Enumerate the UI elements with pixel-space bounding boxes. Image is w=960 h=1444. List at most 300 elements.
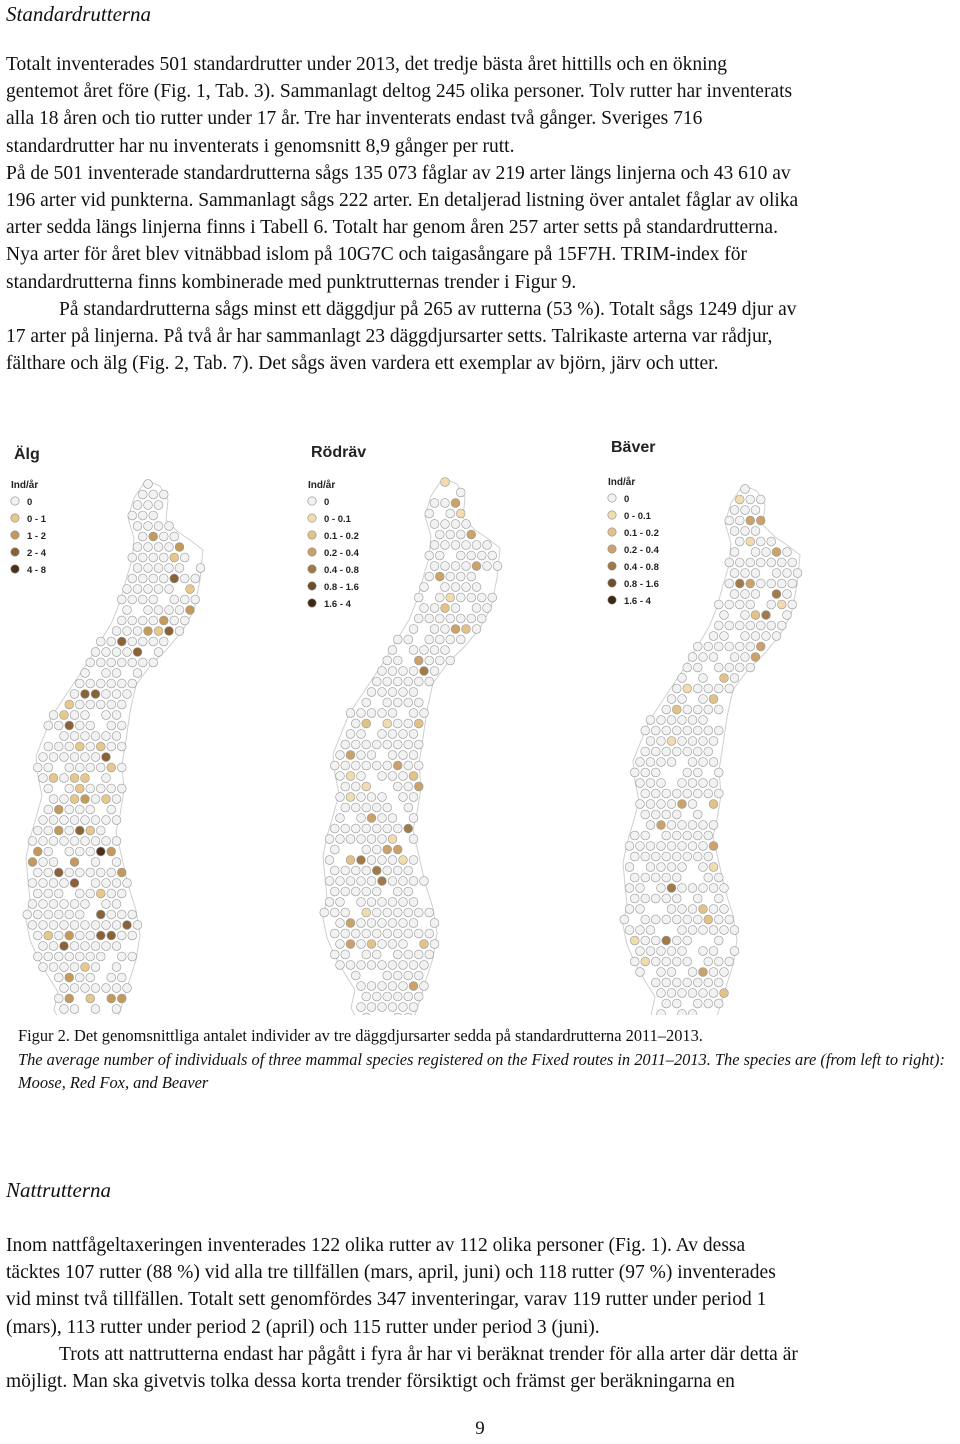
route-dot (75, 805, 84, 814)
route-dot (54, 931, 63, 940)
route-dot (112, 627, 121, 636)
route-dot (741, 632, 750, 641)
route-dot (451, 562, 460, 571)
route-dot (86, 700, 95, 709)
route-dot (714, 915, 723, 924)
text-line: 196 arter vid punkterna. Sammanlagt sågs 222 arter. En detaljerad listning över antalet fåglar av olika (6, 190, 799, 212)
route-dot (112, 1005, 121, 1014)
route-dot (488, 551, 497, 560)
route-dot (65, 973, 74, 982)
route-dot (388, 730, 397, 739)
route-dot (351, 803, 360, 812)
route-dot (65, 826, 74, 835)
route-dot (693, 999, 702, 1008)
route-dot (662, 915, 671, 924)
route-dot (435, 572, 444, 581)
legend-label: 0.1 - 0.2 (624, 528, 659, 539)
route-dot (625, 842, 634, 851)
route-dot (170, 553, 179, 562)
route-dot (107, 805, 116, 814)
route-dot (651, 768, 660, 777)
legend-label: 0.8 - 1.6 (324, 582, 359, 593)
route-dot (420, 961, 429, 970)
route-dot (44, 763, 53, 772)
route-dot (86, 952, 95, 961)
route-dot (107, 973, 116, 982)
route-dot (65, 910, 74, 919)
route-dot (39, 858, 48, 867)
route-dot (378, 982, 387, 991)
route-dot (81, 690, 90, 699)
route-dot (688, 926, 697, 935)
route-dot (688, 758, 697, 767)
route-dot (154, 501, 163, 510)
route-dot (112, 732, 121, 741)
route-dot (688, 905, 697, 914)
route-dot (472, 604, 481, 613)
route-dot (456, 551, 465, 560)
route-dot (75, 826, 84, 835)
route-dot (144, 606, 153, 615)
route-dot (372, 824, 381, 833)
route-dot (128, 595, 137, 604)
route-dot (683, 936, 692, 945)
route-dot (409, 856, 418, 865)
mammal-maps-figure (0, 430, 960, 1015)
route-dot (409, 667, 418, 676)
route-dot (699, 968, 708, 977)
route-dot (378, 667, 387, 676)
route-dot (367, 898, 376, 907)
route-dot (651, 747, 660, 756)
route-dot (720, 884, 729, 893)
route-dot (39, 879, 48, 888)
route-dot (154, 522, 163, 531)
route-dot (75, 700, 84, 709)
route-dot (180, 616, 189, 625)
route-dot (33, 826, 42, 835)
route-dot (65, 868, 74, 877)
route-dot (133, 501, 142, 510)
route-dot (336, 961, 345, 970)
route-dot (746, 558, 755, 567)
route-dot (86, 868, 95, 877)
route-dot (409, 982, 418, 991)
route-dot (751, 506, 760, 515)
route-dot (117, 742, 126, 751)
route-dot (688, 653, 697, 662)
route-dot (678, 926, 687, 935)
route-dot (704, 873, 713, 882)
route-dot (435, 614, 444, 623)
route-dot (425, 677, 434, 686)
route-dot (409, 877, 418, 886)
route-dot (735, 558, 744, 567)
route-dot (404, 740, 413, 749)
route-dot (477, 593, 486, 602)
legend-swatch (308, 514, 316, 522)
route-dot (425, 572, 434, 581)
route-dot (175, 564, 184, 573)
route-dot (28, 858, 37, 867)
route-dot (383, 761, 392, 770)
route-dot (441, 646, 450, 655)
route-dot (714, 768, 723, 777)
route-dot (756, 642, 765, 651)
route-dot (409, 625, 418, 634)
route-dot (144, 480, 153, 489)
route-dot (362, 803, 371, 812)
route-dot (138, 637, 147, 646)
route-dot (651, 936, 660, 945)
caption-english: The average number of individuals of three mammal species registered on the Fixed routes in 2011–2013. The species are (from left to right): Moose, Red Fox, and Beaver (18, 1049, 945, 1092)
route-dot (154, 585, 163, 594)
route-dot (165, 543, 174, 552)
route-dot (388, 856, 397, 865)
route-dot (667, 758, 676, 767)
route-dot (646, 779, 655, 788)
route-dot (441, 562, 450, 571)
route-dot (362, 992, 371, 1001)
route-dot (123, 606, 132, 615)
route-dot (467, 614, 476, 623)
route-dot (430, 541, 439, 550)
route-dot (39, 921, 48, 930)
route-dot (430, 604, 439, 613)
route-dot (44, 826, 53, 835)
route-dot (641, 831, 650, 840)
route-dot (165, 627, 174, 636)
route-dot (123, 627, 132, 636)
route-dot (409, 835, 418, 844)
route-dot (756, 537, 765, 546)
route-dot (699, 653, 708, 662)
route-dot (107, 763, 116, 772)
route-dot (180, 574, 189, 583)
legend-swatch (308, 599, 316, 607)
route-dot (735, 600, 744, 609)
route-dot (91, 837, 100, 846)
route-dot (107, 721, 116, 730)
route-dot (378, 1003, 387, 1012)
route-dot (372, 887, 381, 896)
route-dot (330, 887, 339, 896)
route-dot (91, 984, 100, 993)
route-dot (91, 879, 100, 888)
route-dot (678, 863, 687, 872)
route-dot (483, 604, 492, 613)
route-dot (128, 553, 137, 562)
route-dot (112, 963, 121, 972)
route-dot (23, 910, 32, 919)
route-dot (741, 653, 750, 662)
route-dot (746, 495, 755, 504)
route-dot (641, 915, 650, 924)
route-dot (362, 845, 371, 854)
route-dot (330, 761, 339, 770)
route-dot (65, 805, 74, 814)
route-dot (70, 795, 79, 804)
route-dot (383, 992, 392, 1001)
route-dot (399, 940, 408, 949)
route-dot (741, 611, 750, 620)
route-dot (683, 705, 692, 714)
route-dot (667, 842, 676, 851)
route-dot (107, 910, 116, 919)
route-dot (154, 627, 163, 636)
route-dot (86, 994, 95, 1003)
route-dot (746, 579, 755, 588)
text-line: arter sedda längs linjerna finns i Tabell 6. Totalt har genom åren 257 arter setts på standardrutterna. (6, 217, 778, 239)
route-dot (49, 837, 58, 846)
route-dot (170, 595, 179, 604)
route-dot (112, 711, 121, 720)
route-dot (678, 821, 687, 830)
route-dot (714, 999, 723, 1008)
route-dot (683, 684, 692, 693)
route-dot (636, 905, 645, 914)
route-dot (107, 931, 116, 940)
route-dot (678, 716, 687, 725)
route-dot (720, 968, 729, 977)
route-dot (788, 600, 797, 609)
route-dot (133, 648, 142, 657)
route-dot (393, 761, 402, 770)
route-dot (362, 908, 371, 917)
route-dot (393, 887, 402, 896)
route-dot (346, 709, 355, 718)
route-dot (709, 926, 718, 935)
route-dot (651, 852, 660, 861)
route-dot (75, 931, 84, 940)
route-dot (91, 963, 100, 972)
route-dot (128, 952, 137, 961)
route-dot (149, 637, 158, 646)
route-dot (107, 994, 116, 1003)
route-dot (699, 716, 708, 725)
legend-label: 1.6 - 4 (324, 599, 351, 610)
text-line: Totalt inventerades 501 standardrutter under 2013, det tredje bästa året hittills och en ökning (6, 54, 728, 75)
route-dot (725, 516, 734, 525)
route-dot (430, 499, 439, 508)
route-dot (378, 772, 387, 781)
route-dot (341, 803, 350, 812)
route-dot (709, 842, 718, 851)
route-dot (730, 527, 739, 536)
route-dot (709, 632, 718, 641)
route-dot (699, 737, 708, 746)
legend-label: 0 - 0.1 (624, 511, 651, 522)
route-dot (783, 590, 792, 599)
route-dot (70, 1005, 79, 1014)
route-dot (699, 905, 708, 914)
route-dot (699, 695, 708, 704)
route-dot (102, 732, 111, 741)
route-dot (672, 789, 681, 798)
route-dot (725, 663, 734, 672)
route-dot (714, 621, 723, 630)
route-dot (60, 963, 69, 972)
route-dot (793, 569, 802, 578)
route-dot (186, 585, 195, 594)
map-title: Bäver (611, 439, 656, 456)
route-dot (91, 921, 100, 930)
route-dot (704, 957, 713, 966)
route-dot (414, 992, 423, 1001)
route-dot (60, 732, 69, 741)
route-dot (657, 863, 666, 872)
route-dot (393, 782, 402, 791)
route-dot (662, 852, 671, 861)
route-dot (383, 719, 392, 728)
route-dot (33, 889, 42, 898)
route-dot (86, 931, 95, 940)
route-dot (351, 782, 360, 791)
route-dot (191, 595, 200, 604)
route-dot (441, 625, 450, 634)
text-line: Nya arter för året blev vitnäbbad islom på 10G7C och taigasångare på 15F7H. TRIM-index för (6, 244, 747, 266)
text-line: Inom nattfågeltaxeringen inventerades 122 olika rutter av 112 olika personer (Fig. 1). Av dessa (6, 1235, 746, 1256)
route-dot (709, 737, 718, 746)
text-line: möjligt. Man ska givetvis tolka dessa korta trender försiktigt och främst ger beräkningarna en (6, 1371, 735, 1393)
route-dot (91, 648, 100, 657)
route-dot (430, 646, 439, 655)
route-dot (367, 919, 376, 928)
route-dot (446, 593, 455, 602)
route-dot (404, 971, 413, 980)
route-dot (117, 910, 126, 919)
route-dot (86, 742, 95, 751)
route-dot (420, 646, 429, 655)
route-dot (746, 537, 755, 546)
route-dot (367, 877, 376, 886)
legend-swatch (608, 579, 616, 587)
route-dot (404, 761, 413, 770)
route-dot (336, 814, 345, 823)
route-dot (456, 614, 465, 623)
route-dot (746, 642, 755, 651)
route-dot (81, 669, 90, 678)
route-dot (651, 894, 660, 903)
route-dot (404, 782, 413, 791)
legend-label: 0 (324, 497, 330, 508)
route-dot (70, 690, 79, 699)
route-dot (128, 910, 137, 919)
route-dot (662, 747, 671, 756)
route-dot (657, 779, 666, 788)
route-dot (451, 499, 460, 508)
route-dot (378, 877, 387, 886)
route-dot (138, 658, 147, 667)
route-dot (657, 800, 666, 809)
route-dot (70, 837, 79, 846)
route-dot (772, 569, 781, 578)
route-dot (144, 501, 153, 510)
route-dot (441, 520, 450, 529)
legend-swatch (308, 497, 316, 505)
legend-swatch (11, 548, 19, 556)
route-dot (714, 894, 723, 903)
route-dot (414, 908, 423, 917)
route-dot (441, 541, 450, 550)
route-dot (336, 877, 345, 886)
route-dot (409, 898, 418, 907)
route-dot (70, 921, 79, 930)
route-dot (435, 551, 444, 560)
route-dot (393, 908, 402, 917)
route-dot (662, 789, 671, 798)
route-dot (662, 810, 671, 819)
route-dot (667, 968, 676, 977)
route-dot (117, 616, 126, 625)
route-dot (430, 625, 439, 634)
route-dot (112, 942, 121, 951)
route-dot (341, 887, 350, 896)
route-dot (49, 963, 58, 972)
route-dot (33, 952, 42, 961)
route-dot (357, 793, 366, 802)
route-dot (714, 873, 723, 882)
route-dot (346, 919, 355, 928)
route-dot (175, 627, 184, 636)
route-dot (133, 921, 142, 930)
route-dot (123, 984, 132, 993)
route-dot (123, 690, 132, 699)
route-dot (399, 1003, 408, 1012)
route-dot (693, 810, 702, 819)
route-dot (714, 936, 723, 945)
route-dot (123, 879, 132, 888)
route-dot (383, 866, 392, 875)
route-dot (662, 831, 671, 840)
route-dot (362, 761, 371, 770)
legend-swatch (608, 562, 616, 570)
route-dot (336, 919, 345, 928)
route-dot (699, 821, 708, 830)
route-dot (180, 595, 189, 604)
route-dot (662, 999, 671, 1008)
route-dot (112, 858, 121, 867)
route-dot (709, 884, 718, 893)
route-dot (70, 711, 79, 720)
route-dot (367, 1003, 376, 1012)
route-dot (383, 845, 392, 854)
route-dot (704, 999, 713, 1008)
route-dot (393, 971, 402, 980)
route-dot (709, 905, 718, 914)
route-dot (372, 950, 381, 959)
route-dot (762, 611, 771, 620)
legend-swatch (308, 582, 316, 590)
route-dot (420, 583, 429, 592)
route-dot (683, 915, 692, 924)
route-dot (446, 656, 455, 665)
route-dot (86, 658, 95, 667)
route-dot (81, 984, 90, 993)
route-dot (133, 564, 142, 573)
route-dot (646, 758, 655, 767)
route-dot (341, 824, 350, 833)
route-dot (699, 779, 708, 788)
route-dot (709, 800, 718, 809)
route-dot (65, 994, 74, 1003)
route-dot (378, 730, 387, 739)
route-dot (762, 632, 771, 641)
route-dot (388, 961, 397, 970)
route-dot (330, 824, 339, 833)
route-dot (672, 894, 681, 903)
route-dot (693, 978, 702, 987)
